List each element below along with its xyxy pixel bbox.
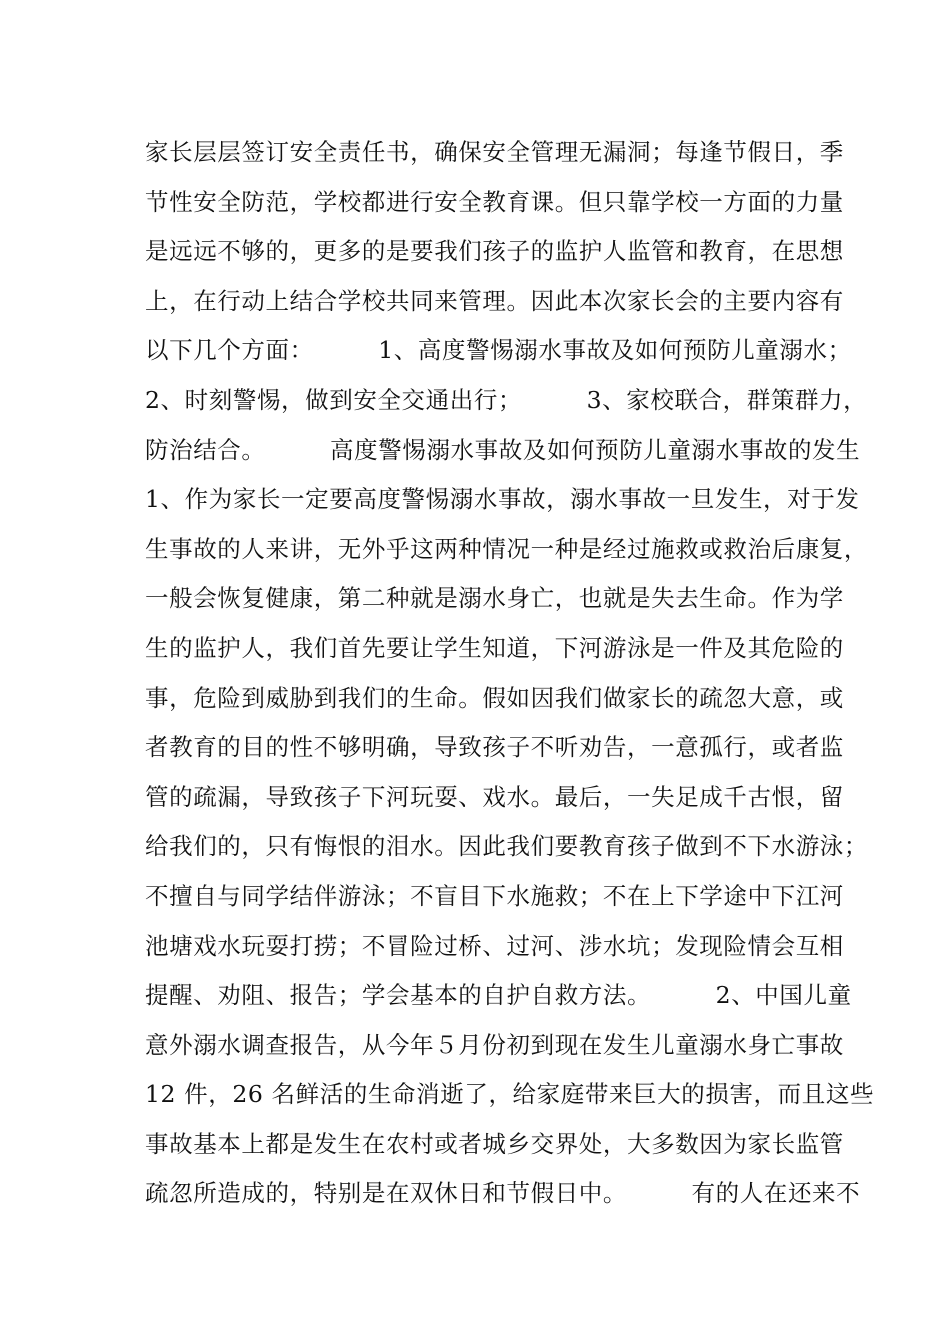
text-line: 以下几个方面： 1、高度警惕溺水事故及如何预防儿童溺水；: [145, 336, 852, 365]
text-line: 者教育的目的性不够明确，导致孩子不听劝告，一意孤行，或者监: [145, 733, 844, 762]
text-line: 疏忽所造成的，特别是在双休日和节假日中。 有的人在还来不: [145, 1179, 861, 1208]
text-line: 事，危险到威胁到我们的生命。假如因我们做家长的疏忽大意，或: [145, 683, 844, 712]
text-line: 一般会恢复健康，第二种就是溺水身亡，也就是失去生命。作为学: [145, 584, 844, 613]
text-line: 池塘戏水玩耍打捞；不冒险过桥、过河、涉水坑；发现险情会互相: [145, 931, 844, 960]
text-line: 上，在行动上结合学校共同来管理。因此本次家长会的主要内容有: [145, 286, 844, 315]
text-line: 12 件，26 名鲜活的生命消逝了，给家庭带来巨大的损害，而且这些: [145, 1080, 875, 1109]
text-line: 生的监护人，我们首先要让学生知道，下河游泳是一件及其危险的: [145, 633, 844, 662]
text-line: 家长层层签订安全责任书，确保安全管理无漏洞；每逢节假日，季: [145, 138, 844, 166]
text-line: 意外溺水调查报告，从今年５月份初到现在发生儿童溺水身亡事故: [145, 1030, 844, 1059]
text-line: 给我们的，只有悔恨的泪水。因此我们要教育孩子做到不下水游泳；: [145, 832, 868, 861]
text-line: 防治结合。 高度警惕溺水事故及如何预防儿童溺水事故的发生: [145, 435, 861, 464]
text-line: 节性安全防范，学校都进行安全教育课。但只靠学校一方面的力量: [145, 187, 844, 216]
text-line: 不擅自与同学结伴游泳；不盲目下水施救；不在上下学途中下江河: [145, 881, 844, 910]
text-line: 提醒、劝阻、报告；学会基本的自护自救方法。 2、中国儿童: [145, 981, 852, 1010]
text-line: 1、作为家长一定要高度警惕溺水事故，溺水事故一旦发生，对于发: [145, 485, 860, 514]
text-line: 事故基本上都是发生在农村或者城乡交界处，大多数因为家长监管: [145, 1129, 844, 1158]
text-line: 2、时刻警惕，做到安全交通出行； 3、家校联合，群策群力，: [145, 385, 868, 414]
text-line: 生事故的人来讲，无外乎这两种情况一种是经过施救或救治后康复，: [145, 534, 868, 563]
text-line: 管的疏漏，导致孩子下河玩耍、戏水。最后，一失足成千古恨，留: [145, 782, 844, 811]
text-line: 是远远不够的，更多的是要我们孩子的监护人监管和教育，在思想: [145, 237, 844, 266]
body-text: [145, 128, 875, 1219]
